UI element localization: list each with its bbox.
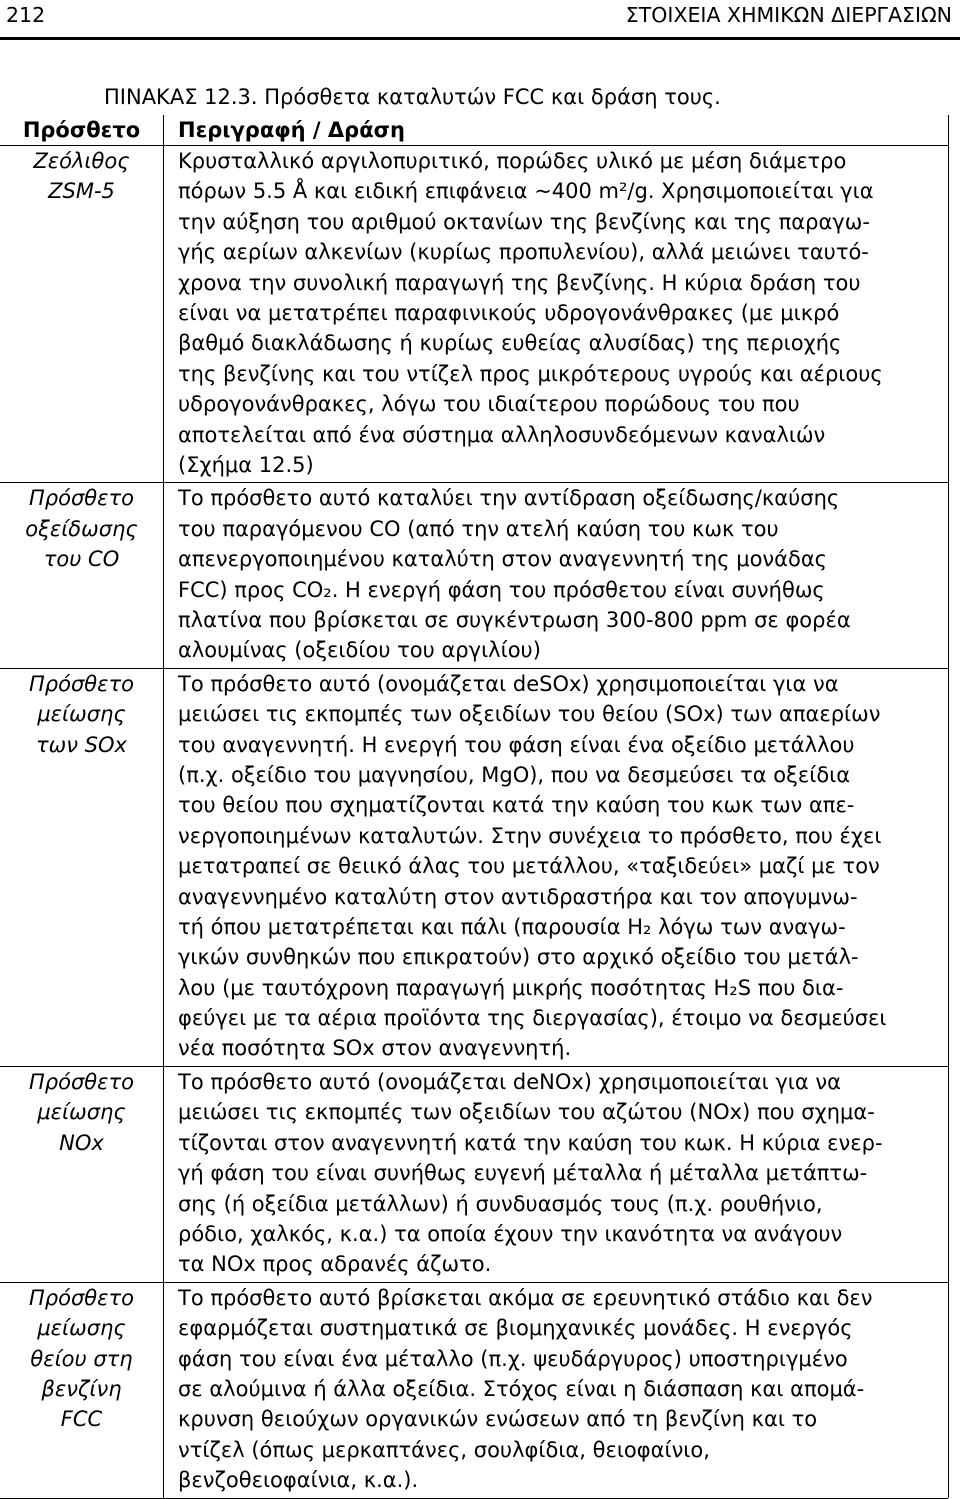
- additive-name-line: Ζεόλιθος: [33, 149, 130, 173]
- description-line: (π.χ. οξείδιο του μαγνησίου, MgO), που να δεσμεύσει τα οξείδια: [178, 762, 851, 787]
- additive-name-line: μείωσης: [37, 702, 126, 727]
- description-line: γικών συνθηκών που επικρατούν) στο αρχικό οξείδιο του μετάλ-: [178, 945, 859, 970]
- additive-name-line: Πρόσθετο: [29, 1070, 134, 1094]
- description-line: μειώσει τις εκπομπές των οξειδίων του θείου (SOx) των απαερίων: [178, 702, 881, 727]
- description-line: απενεργοποιημένου καταλύτη στον αναγεννητή της μονάδας: [178, 547, 828, 572]
- additive-name-line: των SOx: [36, 732, 127, 757]
- description-line: λου (με ταυτόχρονη παραγωγή μικρής ποσότητας H₂S που δια-: [178, 975, 844, 1000]
- description-line: Το πρόσθετο αυτό (ονομάζεται deSOx) χρησιμοποιείται για να: [178, 671, 839, 696]
- description-line: αποτελείται από ένα σύστημα αλληλοσυνδεόμενων καναλιών: [178, 422, 826, 447]
- description-line: Το πρόσθετο αυτό (ονομάζεται deNOx) χρησιμοποιείται για να: [178, 1070, 841, 1094]
- table-rule: [0, 482, 948, 483]
- additive-name-line: μείωσης: [37, 1100, 126, 1125]
- description-line: Το πρόσθετο αυτό βρίσκεται ακόμα σε ερευνητικό στάδιο και δεν: [178, 1285, 873, 1310]
- description-cell: [178, 146, 948, 480]
- description-line: εφαρμόζεται συστηματικά σε βιομηχανικές μονάδες. Η ενεργός: [178, 1316, 853, 1341]
- additive-name-line: βενζίνη: [41, 1377, 122, 1402]
- column-header-description: Περιγραφή / Δράση: [178, 118, 405, 142]
- description-cell: [178, 1067, 948, 1280]
- additive-name-cell: [0, 1283, 163, 1435]
- description-line: τή όπου μετατρέπεται και πάλι (παρουσία H₂ λόγω των αναγω-: [178, 914, 846, 939]
- description-line: τα NOx προς αδρανές άζωτο.: [178, 1252, 492, 1277]
- description-line: πόρων 5.5 Å και ειδική επιφάνεια ~400 m²/g. Χρησιμοποιείται για: [178, 179, 874, 204]
- description-line: φάση του είναι ένα μέταλλο (π.χ. ψευδάργυρος) υποστηριγμένο: [178, 1346, 848, 1371]
- description-line: χρονα την συνολική παραγωγή της βενζίνης. Η κύρια δράση του: [178, 270, 861, 295]
- additive-name-line: θείου στη: [30, 1346, 133, 1371]
- description-line: FCC) προς CO₂. Η ενεργή φάση του πρόσθετου είναι συνήθως: [178, 577, 825, 602]
- description-line: ντίζελ (όπως μερκαπτάνες, σουλφίδια, θειοφαίνιο,: [178, 1437, 710, 1462]
- description-line: μειώσει τις εκπομπές των οξειδίων του αζώτου (NOx) που σχημα-: [178, 1100, 875, 1125]
- description-line: σε αλούμινα ή άλλα οξείδια. Στόχος είναι η διάσπαση και απομά-: [178, 1376, 865, 1401]
- description-line: νεργοποιημένων καταλυτών. Στην συνέχεια το πρόσθετο, που έχει: [178, 823, 882, 848]
- description-cell: [178, 483, 948, 665]
- description-line: αλουμίνας (οξειδίου του αργιλίου): [178, 638, 541, 663]
- column-rule: [948, 115, 949, 1498]
- description-cell: [178, 669, 948, 1064]
- table-rule: [0, 668, 948, 669]
- additive-name-cell: [0, 669, 163, 760]
- description-line: πλατίνα που βρίσκεται σε συγκέντρωση 300-800 ppm σε φορέα: [178, 607, 851, 632]
- description-line: γή φάση του είναι συνήθως ευγενή μέταλλα ή μέταλλα μετάπτω-: [178, 1161, 868, 1186]
- page-number: 212: [6, 3, 46, 27]
- additive-name-line: οξείδωσης: [25, 516, 138, 541]
- table-rule: [0, 1282, 948, 1283]
- description-line: γής αερίων αλκενίων (κυρίως προπυλενίου), αλλά μειώνει ταυτό-: [178, 240, 869, 265]
- additive-name-line: Πρόσθετο: [29, 1285, 134, 1310]
- description-line: Κρυσταλλικό αργιλοπυριτικό, πορώδες υλικό με μέση διάμετρο: [178, 149, 847, 173]
- table-caption: ΠΙΝΑΚΑΣ 12.3. Πρόσθετα καταλυτών FCC και δράση τους.: [104, 85, 721, 109]
- description-line: του αναγεννητή. Η ενεργή του φάση είναι ένα οξείδιο μετάλλου: [178, 732, 855, 757]
- table-row: [0, 669, 948, 1067]
- additive-name-line: Πρόσθετο: [29, 486, 134, 511]
- table-row: [0, 1067, 948, 1283]
- additive-name-line: FCC: [60, 1407, 103, 1432]
- header-rule: [0, 37, 960, 40]
- additive-name-line: NOx: [59, 1130, 104, 1155]
- description-line: ρόδιο, χαλκός, κ.α.) τα οποία έχουν την ικανότητα να ανάγουν: [178, 1221, 843, 1246]
- table-row: [0, 1283, 948, 1499]
- description-line: μετατραπεί σε θειικό άλας του μετάλλου, «ταξιδεύει» μαζί με τον: [178, 854, 880, 879]
- additive-name-line: ZSM-5: [48, 179, 115, 204]
- column-header-additive: Πρόσθετο: [22, 118, 141, 142]
- table-rule: [0, 145, 948, 146]
- column-rule: [163, 115, 164, 1498]
- additive-name-line: Πρόσθετο: [29, 671, 134, 696]
- additive-name-cell: [0, 146, 163, 207]
- additive-name-line: του CO: [43, 547, 120, 572]
- description-line: κρυνση θειούχων οργανικών ενώσεων από τη βενζίνη και το: [178, 1407, 818, 1432]
- description-cell: [178, 1283, 948, 1496]
- additives-table: [0, 115, 960, 1493]
- table-rule: [0, 1066, 948, 1067]
- description-line: του θείου που σχηματίζονται κατά την καύση του κωκ των απε-: [178, 793, 855, 818]
- description-line: αναγεννημένο καταλύτη στον αντιδραστήρα και τον απογυμνω-: [178, 884, 858, 909]
- description-line: της βενζίνης και του ντίζελ προς μικρότερους υγρούς και αέριους: [178, 361, 883, 386]
- description-line: νέα ποσότητα SOx στον αναγεννητή.: [178, 1036, 572, 1061]
- additive-name-cell: [0, 483, 163, 574]
- description-line: βαθμό διακλάδωσης ή κυρίως ευθείας αλυσίδας) της περιοχής: [178, 331, 842, 356]
- description-line: σης (ή οξείδια μετάλλων) ή συνδυασμός τους (π.χ. ρουθήνιο,: [178, 1191, 823, 1216]
- table-row: [0, 483, 948, 668]
- table-rule: [0, 1498, 948, 1499]
- description-line: φεύγει με τα αέρια προϊόντα της διεργασίας), έτοιμο να δεσμεύσει: [178, 1006, 887, 1031]
- additive-name-line: μείωσης: [37, 1316, 126, 1341]
- description-line: υδρογονάνθρακες, λόγω του ιδιαίτερου πορώδους του που: [178, 392, 800, 417]
- table-row: [0, 146, 948, 483]
- additive-name-cell: [0, 1067, 163, 1158]
- description-line: βενζοθειοφαίνια, κ.α.).: [178, 1468, 419, 1493]
- description-line: είναι να μετατρέπει παραφινικούς υδρογονάνθρακες (με μικρό: [178, 300, 840, 325]
- description-line: (Σχήμα 12.5): [178, 452, 314, 477]
- description-line: την αύξηση του αριθμού οκτανίων της βενζίνης και της παραγω-: [178, 209, 870, 234]
- description-line: Το πρόσθετο αυτό καταλύει την αντίδραση οξείδωσης/καύσης: [178, 486, 840, 511]
- description-line: του παραγόμενου CO (από την ατελή καύση του κωκ του: [178, 516, 779, 541]
- running-header: [0, 0, 960, 42]
- description-line: τίζονται στον αναγεννητή κατά την καύση του κωκ. Η κύρια ενερ-: [178, 1130, 883, 1155]
- running-title: ΣΤΟΙΧΕΙΑ ΧΗΜΙΚΩΝ ΔΙΕΡΓΑΣΙΩΝ: [625, 3, 952, 27]
- table-header-row: [0, 115, 948, 145]
